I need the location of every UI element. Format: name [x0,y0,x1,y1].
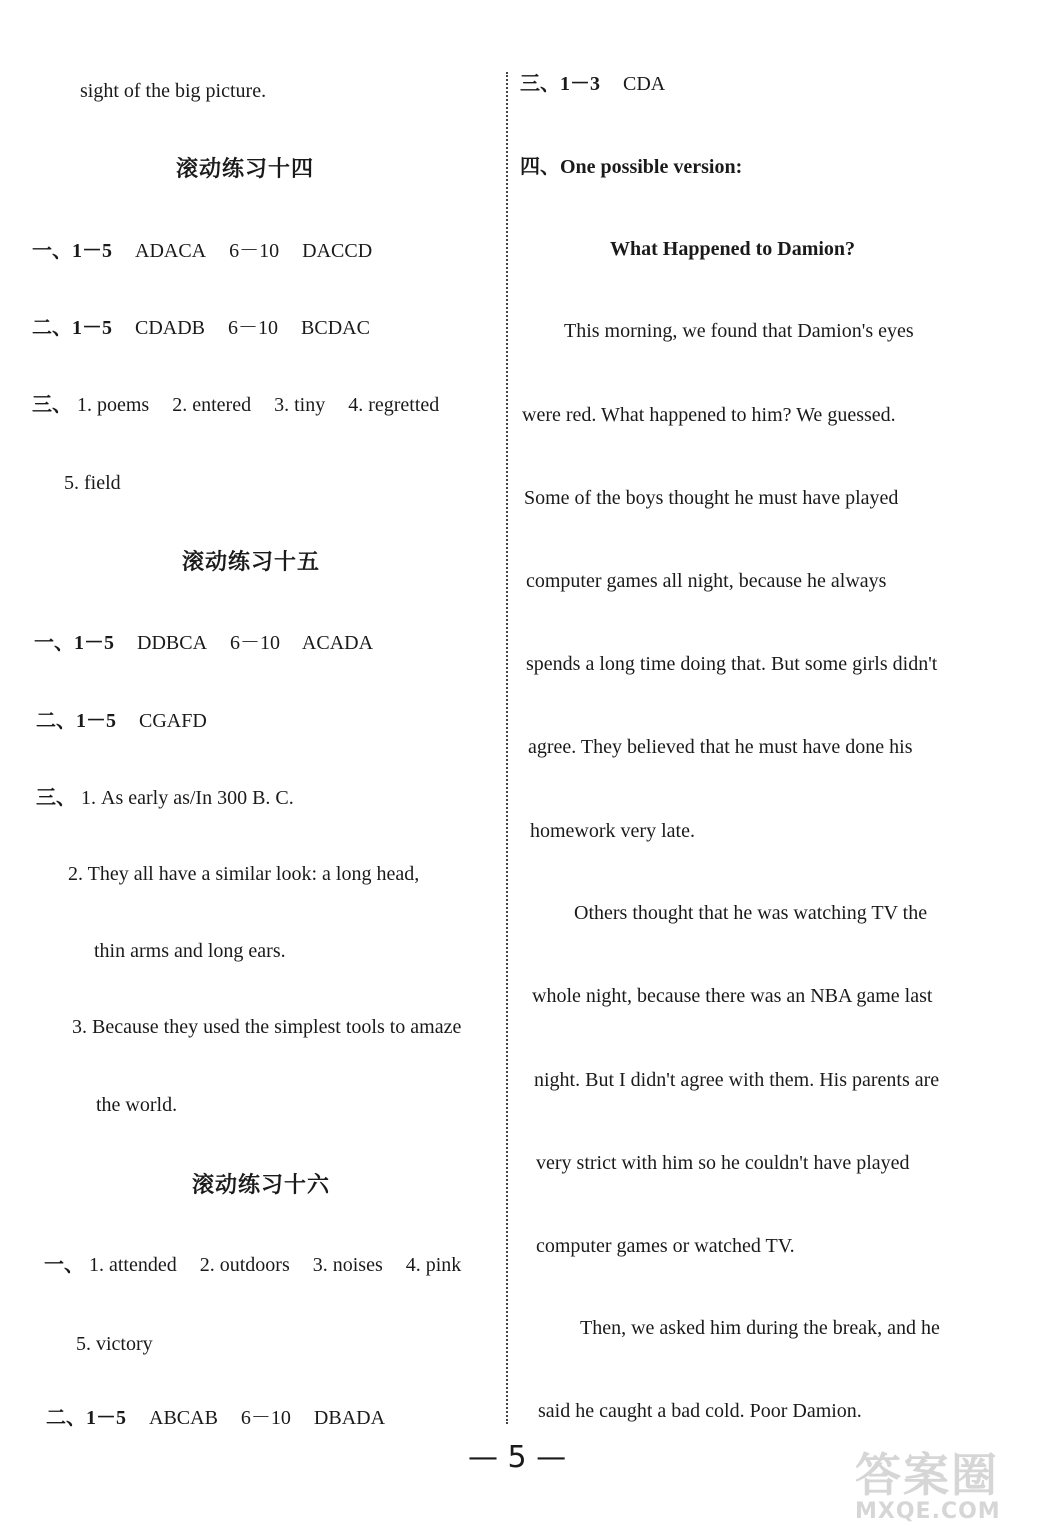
s14-q1-range-2: 6－10 [229,240,280,262]
right-q3-label: 三、1－3 [520,73,600,95]
s15-q1-row [34,630,373,656]
s15-q3-item-2-line-2: thin arms and long ears. [94,940,286,962]
s14-q3-row [32,392,439,418]
s14-q2-answers-b: BCDAC [301,317,370,339]
s14-q3-label: 三、 [32,394,72,416]
s14-q1-row [32,238,372,264]
s14-q2-row [32,315,370,341]
s16-q2-row [46,1405,385,1431]
s14-q1-label: 一、1－5 [32,240,112,262]
s14-q3-item-2: 2. entered [172,394,252,416]
essay-line-12: computer games or watched TV. [536,1235,795,1257]
s15-q2-answers-a: CGAFD [139,710,207,732]
s16-q1-item-5: 5. victory [76,1333,153,1355]
s14-q3-item-1: 1. poems [77,394,150,416]
s15-q2-row [36,708,207,734]
essay-line-3: Some of the boys thought he must have played [524,487,899,509]
essay-line-11: very strict with him so he couldn't have played [536,1152,910,1174]
s14-q3-item-5: 5. field [64,472,121,494]
s14-q1-answers-a: ADACA [135,240,207,262]
s16-q1-item-4: 4. pink [405,1254,462,1276]
s16-q1-row [44,1252,461,1278]
essay-line-2: were red. What happened to him? We guessed. [522,404,896,426]
column-divider [506,72,508,1424]
s16-q1-item-1: 1. attended [89,1254,177,1276]
essay-line-9: whole night, because there was an NBA game last [532,985,933,1007]
essay-title: What Happened to Damion? [610,238,856,260]
s15-q1-answers-b: ACADA [301,632,374,654]
right-q3-answers: CDA [623,73,666,95]
s14-q2-range-2: 6－10 [228,317,279,339]
s16-q1-item-3: 3. noises [312,1254,383,1276]
s14-q2-label: 二、1－5 [32,317,112,339]
s15-q1-label: 一、1－5 [34,632,114,654]
s16-q2-answers-a: ABCAB [149,1407,218,1429]
right-q4-label: 四、One possible version: [520,156,743,178]
essay-line-4: computer games all night, because he always [526,570,887,592]
watermark-bottom-text: MXQE.COM [855,1499,1001,1524]
essay-line-14: said he caught a bad cold. Poor Damion. [538,1400,862,1422]
s15-q3-item-2-line-1: 2. They all have a similar look: a long head, [68,863,420,885]
essay-line-5: spends a long time doing that. But some girls didn't [526,653,938,675]
essay-line-8: Others thought that he was watching TV the [574,902,928,924]
section-heading-15: 滚动练习十五 [182,550,321,575]
left-continuation-line: sight of the big picture. [80,80,267,102]
watermark-logo [855,1450,1035,1530]
essay-line-7: homework very late. [530,820,695,842]
s16-q2-answers-b: DBADA [313,1407,386,1429]
s16-q2-range-2: 6－10 [240,1407,291,1429]
essay-line-1: This morning, we found that Damion's eyes [564,320,914,342]
s15-q3-row [36,785,294,811]
section-heading-14: 滚动练习十四 [176,157,315,182]
page-number: — 5 — [468,1440,567,1475]
watermark-top-text: 答案圈 [855,1448,999,1502]
essay-line-13: Then, we asked him during the break, and he [580,1317,940,1339]
s15-q1-range-2: 6－10 [230,632,281,654]
s15-q3-item-3-line-1: 3. Because they used the simplest tools to amaze [72,1016,462,1038]
s15-q3-item-3-line-2: the world. [96,1094,178,1116]
right-q3-row [520,71,665,97]
s15-q1-answers-a: DDBCA [137,632,208,654]
s14-q2-answers-a: CDADB [135,317,206,339]
section-heading-16: 滚动练习十六 [192,1173,331,1198]
s16-q1-label: 一、 [44,1254,84,1276]
s14-q3-item-4: 4. regretted [348,394,440,416]
s14-q3-item-3: 3. tiny [274,394,326,416]
s15-q2-label: 二、1－5 [36,710,116,732]
s16-q2-label: 二、1－5 [46,1407,126,1429]
s14-q1-answers-b: DACCD [302,240,373,262]
s16-q1-item-2: 2. outdoors [199,1254,290,1276]
essay-line-6: agree. They believed that he must have done his [528,736,913,758]
essay-line-10: night. But I didn't agree with them. His parents are [534,1069,940,1091]
s15-q3-label: 三、 [36,787,76,809]
s15-q3-item-1: 1. As early as/In 300 B. C. [81,787,294,809]
